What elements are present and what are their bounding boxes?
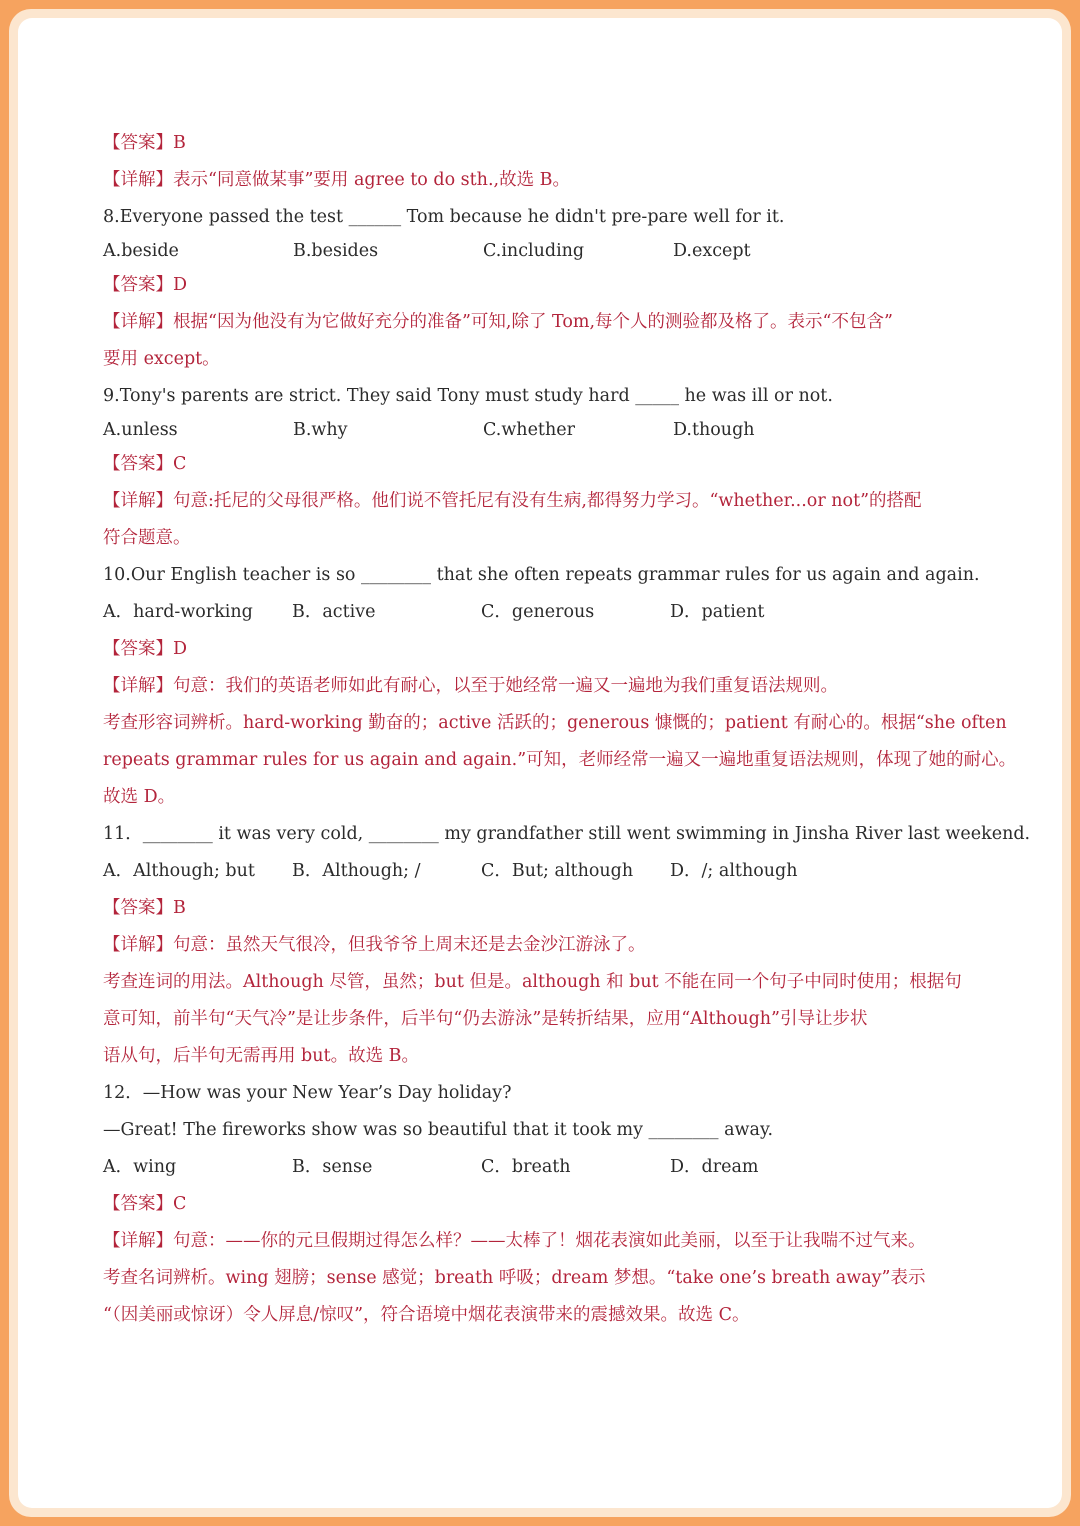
explanation-12-line-3: “（因美丽或惊讶）令人屏息/惊叹”，符合语境中烟花表演带来的震撼效果。故选 C。 [103,1305,750,1325]
option-c: C．But; although [481,861,634,881]
option-a: A．Although; but [103,861,255,881]
option-b: B．sense [292,1157,373,1177]
explanation-8-line-2: 要用 except。 [103,349,220,369]
option-c: C.whether [483,420,575,440]
option-d: D.though [673,420,755,440]
answer-9: 【答案】C [103,454,187,474]
question-12-line-1: 12．—How was your New Year’s Day holiday? [103,1083,512,1103]
explanation-11-line-4: 语从句，后半句无需再用 but。故选 B。 [103,1046,419,1066]
answer-12: 【答案】C [103,1194,187,1214]
option-c: C.including [483,241,585,261]
explanation-7: 【详解】表示“同意做某事”要用 agree to do sth.,故选 B。 [103,170,570,190]
explanation-9-line-1: 【详解】句意:托尼的父母很严格。他们说不管托尼有没有生病,都得努力学习。“whether...or not”的搭配 [103,491,922,511]
option-a: A．hard-working [103,602,253,622]
question-11: 11．________ it was very cold, ________ my grandfather still went swimming in Jinsha River last weekend. [103,824,1031,844]
option-a: A.beside [103,241,179,261]
option-c: C．breath [481,1157,571,1177]
explanation-10-line-2: 考查形容词辨析。hard-working 勤奋的；active 活跃的；generous 慷慨的；patient 有耐心的。根据“she often [103,713,1007,733]
explanation-10-line-3: repeats grammar rules for us again and again.”可知，老师经常一遍又一遍地重复语法规则，体现了她的耐心。 [103,750,1017,770]
option-b: B.besides [293,241,379,261]
answer-7: 【答案】B [103,133,186,153]
options-9 [103,414,983,448]
explanation-11-line-1: 【详解】句意：虽然天气很冷，但我爷爷上周末还是去金沙江游泳了。 [103,935,646,955]
options-12 [103,1151,983,1188]
option-a: A．wing [103,1157,177,1177]
option-d: D.except [673,241,751,261]
question-8: 8.Everyone passed the test ______ Tom because he didn't pre-pare well for it. [103,207,785,227]
explanation-12-line-1: 【详解】句意：——你的元旦假期过得怎么样？——太棒了！烟花表演如此美丽，以至于让我喘不过气来。 [103,1231,926,1251]
explanation-10-line-1: 【详解】句意：我们的英语老师如此有耐心，以至于她经常一遍又一遍地为我们重复语法规则。 [103,676,838,696]
answer-8: 【答案】D [103,275,188,295]
answer-10: 【答案】D [103,639,188,659]
options-11 [103,855,983,892]
option-b: B.why [293,420,348,440]
explanation-12-line-2: 考查名词辨析。wing 翅膀；sense 感觉；breath 呼吸；dream 梦想。“take one’s breath away”表示 [103,1268,926,1288]
option-d: D．patient [670,602,765,622]
explanation-10-line-4: 故选 D。 [103,787,176,807]
options-10 [103,596,983,633]
options-8 [103,235,983,269]
option-d: D．/; although [670,861,798,881]
option-d: D．dream [670,1157,759,1177]
option-b: B．active [292,602,376,622]
question-12-line-2: —Great! The fireworks show was so beautiful that it took my ________ away. [103,1120,774,1140]
option-c: C．generous [481,602,595,622]
question-9: 9.Tony's parents are strict. They said Tony must study hard _____ he was ill or not. [103,386,833,406]
question-10: 10.Our English teacher is so ________ that she often repeats grammar rules for us again and again. [103,565,980,585]
explanation-8-line-1: 【详解】根据“因为他没有为它做好充分的准备”可知,除了 Tom,每个人的测验都及格了。表示“不包含” [103,312,893,332]
option-a: A.unless [103,420,178,440]
explanation-11-line-3: 意可知，前半句“天气冷”是让步条件，后半句“仍去游泳”是转折结果，应用“Although”引导让步状 [103,1009,868,1029]
explanation-11-line-2: 考查连词的用法。Although 尽管，虽然；but 但是。although 和 but 不能在同一个句子中同时使用；根据句 [103,972,962,992]
answer-11: 【答案】B [103,898,186,918]
document-content [103,127,1031,1336]
explanation-9-line-2: 符合题意。 [103,528,191,548]
option-b: B．Although; / [292,861,421,881]
